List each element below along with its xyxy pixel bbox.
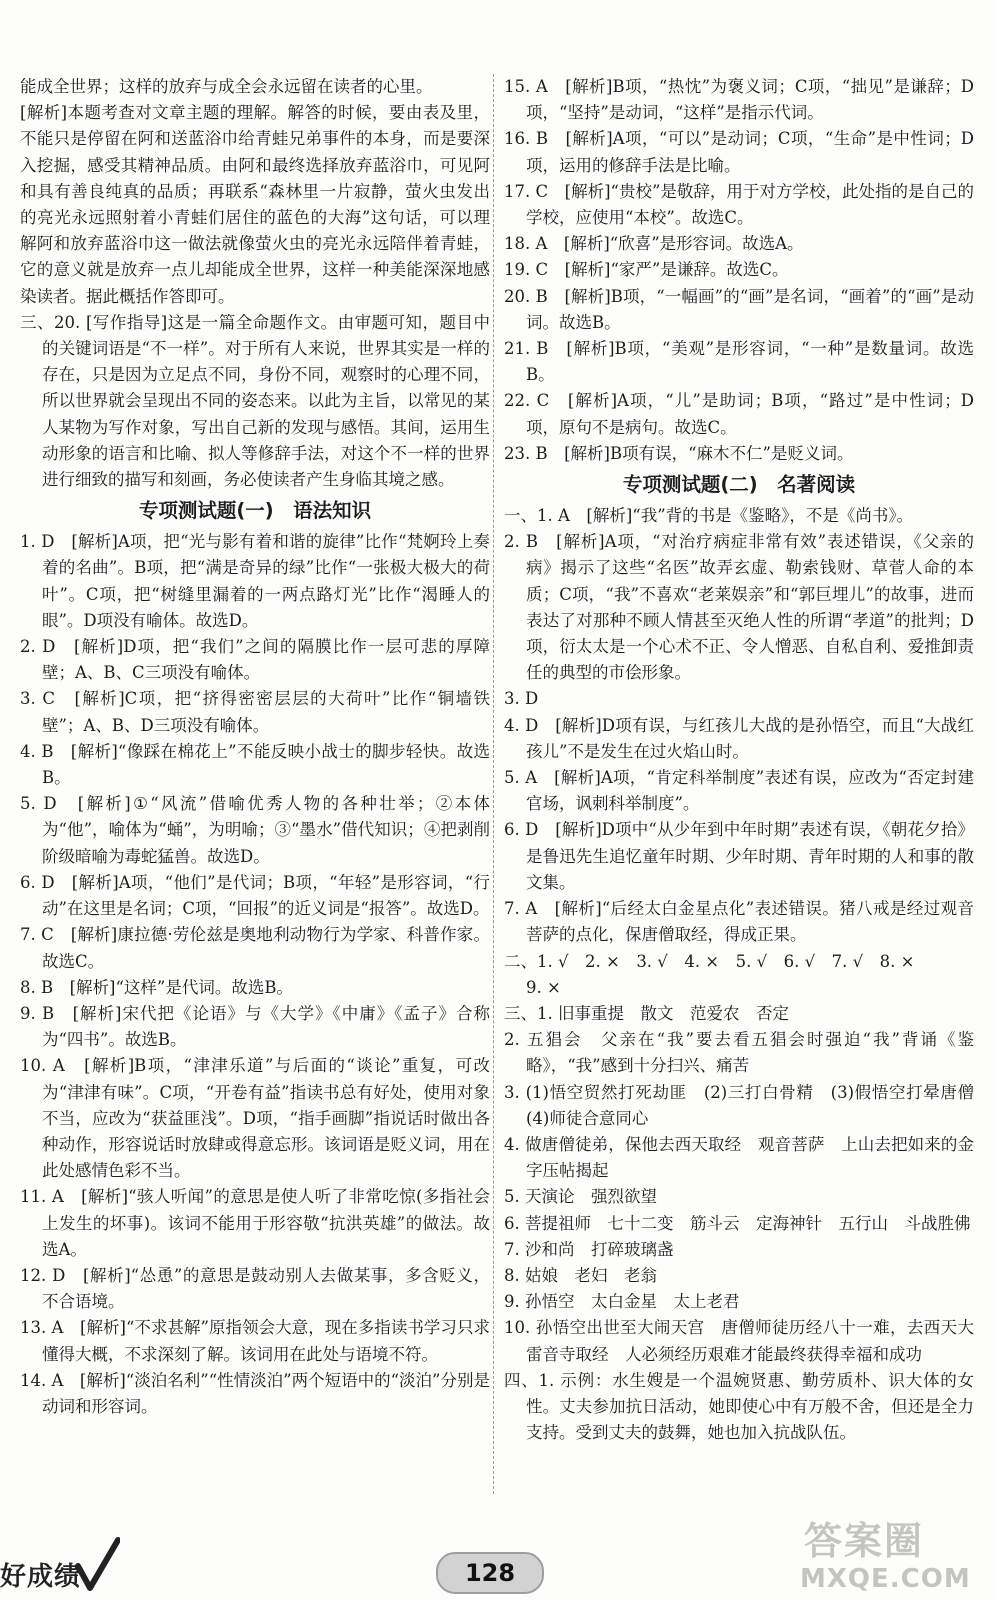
answer-item: 2. D [解析]D项，把“我们”之间的隔膜比作一层可悲的厚障壁；A、B、C三项没有喻体。 — [20, 637, 490, 683]
true-false-answers-cont: 9. × — [526, 977, 561, 997]
answer-item: 8. B [解析]“这样”是代词。故选B。 — [20, 977, 293, 997]
writing-guide-20: 三、20. [写作指导]这是一篇全命题作文。由审题可知，题目中的关键词语是“不一样”。对于所有人来说，世界其实是一样的存在，只是因为立足点不同，身份不同，观察时的心理不同，所以世界就会呈现出不同的姿态来。以此为主旨，以常见的某人某物为写作对象，写出自己新的发现与感悟。其间，运用生动形象的语言和比喻、拟人等修辞手法，对这个不一样的世界进行细致的描写和刻画，务必使读者产生身临其境之感。 — [20, 312, 490, 490]
column-divider — [493, 74, 494, 1494]
watermark-url: MXQE.COM — [800, 1564, 971, 1594]
answer-item: 14. A [解析]“淡泊名利”“性情淡泊”两个短语中的“淡泊”分别是动词和形容词。 — [20, 1370, 490, 1416]
answer-item: 3. D — [504, 689, 539, 709]
essay-answer: 四、1. 示例：水生嫂是一个温婉贤惠、勤劳质朴、识大体的女性。丈夫参加抗日活动，她即使心中有万般不舍，但还是全力支持。受到丈夫的鼓舞，她也加入抗战队伍。 — [504, 1370, 974, 1443]
fill-answer: 三、1. 旧事重提 散文 范爱农 否定 — [504, 1003, 789, 1023]
answer-item: 11. A [解析]“骇人听闻”的意思是使人听了非常吃惊(多指社会上发生的坏事)。该词不能用于形容敬“抗洪英雄”的做法。故选A。 — [20, 1187, 490, 1259]
section-title-grammar: 专项测试题(一) 语法知识 — [138, 499, 372, 523]
fill-answer: 3. (1)悟空贸然打死劫匪 (2)三打白骨精 (3)假悟空打晕唐僧 (4)师徒合意同心 — [504, 1082, 991, 1128]
answer-item: 6. D [解析]A项，“他们”是代词；B项，“年轻”是形容词，“行动”在这里是名词；C项，“回报”的近义词是“报答”。故选D。 — [20, 872, 490, 919]
answer-item: 20. B [解析]B项，“一幅画”的“画”是名词，“画着”的“画”是动词。故选B。 — [504, 286, 974, 332]
answer-item: 3. C [解析]C项，把“挤得密密层层的大荷叶”比作“铜墙铁壁”；A、B、D三项没有喻体。 — [20, 689, 490, 735]
answer-item: 13. A [解析]“不求甚解”原指领会大意，现在多指读书学习只求懂得大概，不求深刻了解。该词用在此处与语境不符。 — [20, 1318, 490, 1364]
brand-logo-text: 好成绩 — [0, 1562, 82, 1592]
page-number: 128 — [436, 1552, 544, 1594]
answer-item: 5. A [解析]A项，“肯定科举制度”表述有误，应改为“否定封建官场，讽刺科举制度”。 — [504, 768, 974, 814]
answer-item: 7. A [解析]“后经太白金星点化”表述错误。猪八戒是经过观音菩萨的点化，保唐僧取经，得成正果。 — [504, 899, 974, 945]
answer-item: 4. B [解析]“像踩在棉花上”不能反映小战士的脚步轻快。故选B。 — [20, 741, 490, 788]
fill-answer: 8. 姑娘 老妇 老翁 — [504, 1265, 657, 1285]
fill-answer: 6. 菩提祖师 七十二变 筋斗云 定海神针 五行山 斗战胜佛 — [504, 1213, 971, 1233]
answer-item: 10. A [解析]B项，“津津乐道”与后面的“谈论”重复，可改为“津津有味”。C项，“开卷有益”指读书总有好处，使用对象不当，应改为“获益匪浅”。D项，“指手画脚”指说话时做出各种动作，形容说话时放肆或得意忘形。该词语是贬义词，用在此处感情色彩不当。 — [20, 1056, 490, 1181]
fill-answer: 10. 孙悟空出世至大闹天宫 唐僧师徒历经八十一难，去西天大雷音寺取经 人必须经历艰难才能最终获得幸福和成功 — [504, 1318, 974, 1364]
answer-item: 17. C [解析]“贵校”是敬辞，用于对方学校，此处指的是自己的学校，应使用“本校”。故选C。 — [504, 181, 974, 228]
answer-item: 16. B [解析]A项，“可以”是动词；C项，“生命”是中性词；D项，运用的修辞手法是比喻。 — [504, 129, 974, 175]
answer-item: 15. A [解析]B项，“热忱”为褒义词；C项，“拙见”是谦辞；D项，“坚持”是动词，“这样”是指示代词。 — [504, 77, 974, 123]
intro-text: 能成全世界；这样的放弃与成全会永远留在读者的心里。 — [20, 77, 433, 96]
watermark-logo-text: 答案圈 — [804, 1519, 925, 1563]
answer-item: 12. D [解析]“怂恿”的意思是鼓动别人去做某事，多含贬义，不合语境。 — [20, 1265, 490, 1312]
fill-answer: 4. 做唐僧徒弟，保他去西天取经 观音菩萨 上山去把如来的金字压帖揭起 — [504, 1134, 974, 1181]
left-column — [20, 74, 490, 1420]
answer-item: 2. B [解析]A项，“对治疗病症非常有效”表述错误，《父亲的病》揭示了这些“名医”故弄玄虚、勒索钱财、草菅人命的本质；C项，“我”不喜欢“老莱娱亲”和“郭巨埋儿”的故事，进而表达了对那种不顾人情甚至灭绝人性的所谓“孝道”的批判；D项，衍太太是一个心术不正、令人憎恶、自私自利、爱推卸责任的典型的市侩形象。 — [504, 532, 974, 683]
answer-item: 7. C [解析]康拉德·劳伦兹是奥地利动物行为学家、科普作家。故选C。 — [20, 925, 490, 971]
checkmark-icon — [76, 1536, 120, 1592]
watermark — [800, 1518, 990, 1600]
answer-item: 18. A [解析]“欣喜”是形容词。故选A。 — [504, 234, 804, 254]
true-false-answers: 二、1. √ 2. × 3. √ 4. × 5. √ 6. √ 7. √ 8. × — [504, 951, 915, 971]
answer-item: 4. D [解析]D项有误，与红孩儿大战的是孙悟空，而且“大战红孩儿”不是发生在过火焰山时。 — [504, 715, 974, 761]
fill-answer: 5. 天演论 强烈欲望 — [504, 1187, 657, 1207]
fill-answer: 2. 五猖会 父亲在“我”要去看五猖会时强迫“我”背诵《鉴略》，“我”感到十分扫兴、痛苦 — [504, 1030, 974, 1076]
right-column — [504, 74, 991, 1446]
answer-item: 5. D [解析]①“风流”借喻优秀人物的各种壮举；②本体为“他”，喻体为“蛹”，为明喻；③“墨水”借代知识；④把剥削阶级暗喻为毒蛇猛兽。故选D。 — [20, 794, 490, 866]
answer-item: 23. B [解析]B项有误，“麻木不仁”是贬义词。 — [504, 443, 854, 463]
answer-item: 6. D [解析]D项中“从少年到中年时期”表述有误，《朝花夕拾》是鲁迅先生追忆童年时期、少年时期、青年时期的人和事的散文集。 — [504, 820, 974, 892]
answer-item: 1. D [解析]A项，把“光与影有着和谐的旋律”比作“梵婀玲上奏着的名曲”。B项，把“满是奇异的绿”比作“一张极大极大的荷叶”。C项，把“树缝里漏着的一两点路灯光”比作“渴睡人的眼”。D项没有喻体。故选D。 — [20, 532, 490, 630]
answer-item: 9. B [解析]宋代把《论语》与《大学》《中庸》《孟子》合称为“四书”。故选B。 — [20, 1003, 490, 1050]
analysis-19: [解析]本题考查对文章主题的理解。解答的时候，要由表及里，不能只是停留在阿和送蓝浴巾给青蛙兄弟事件的本身，而是要深入挖掘，感受其精神品质。由阿和最终选择放弃蓝浴巾，可见阿和具有善良纯真的品质；再联系“森林里一片寂静，萤火虫发出的亮光永远照射着小青蛙们居住的蓝色的大海”这句话，可以理解阿和放弃蓝浴巾这一做法就像萤火虫的亮光永远陪伴着青蛙，它的意义就是放弃一点儿却能成全世界，这样一种美能深深地感染读者。据此概括作答即可。 — [20, 103, 490, 306]
answer-item: 21. B [解析]B项，“美观”是形容词，“一种”是数量词。故选B。 — [504, 339, 974, 385]
answer-item: 22. C [解析]A项，“儿”是助词；B项，“路过”是中性词；D项，原句不是病句。故选C。 — [504, 391, 974, 437]
answer-item: 一、1. A [解析]“我”背的书是《鉴略》，不是《尚书》。 — [504, 506, 914, 526]
answer-item: 19. C [解析]“家严”是谦辞。故选C。 — [504, 260, 789, 280]
fill-answer: 9. 孙悟空 太白金星 太上老君 — [504, 1292, 740, 1312]
fill-answer: 7. 沙和尚 打碎玻璃盏 — [504, 1239, 674, 1259]
section-title-classics: 专项测试题(二) 名著阅读 — [622, 473, 856, 497]
